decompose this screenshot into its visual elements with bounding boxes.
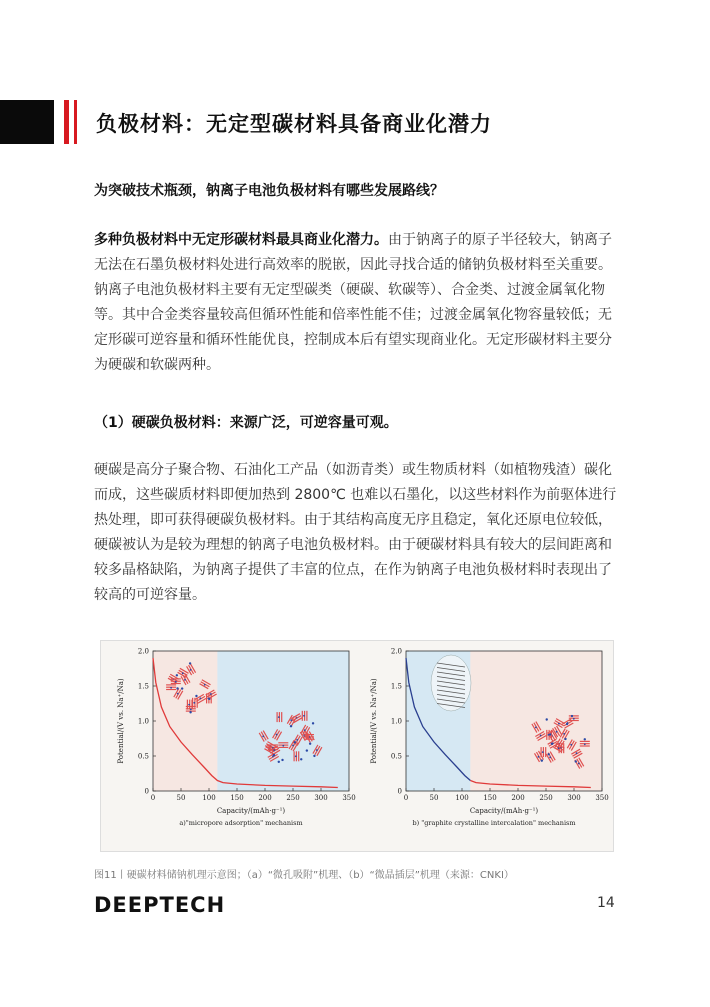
chart-subcaption: b) "graphite crystalline intercalation" mechanism bbox=[412, 819, 576, 827]
x-tick-label: 150 bbox=[483, 794, 497, 802]
sodium-ion bbox=[295, 755, 297, 757]
sodium-ion bbox=[175, 681, 177, 683]
x-tick-label: 50 bbox=[429, 794, 439, 802]
chart-panel-b bbox=[370, 648, 609, 828]
x-tick-label: 250 bbox=[286, 794, 300, 802]
graphene-layer bbox=[268, 744, 278, 745]
graphene-layer bbox=[569, 715, 579, 716]
y-tick-label: 1.0 bbox=[137, 717, 149, 726]
sodium-ion bbox=[584, 738, 586, 740]
graphene-layer bbox=[294, 751, 295, 761]
x-axis-label: Capacity/(mAh·g⁻¹) bbox=[216, 807, 286, 815]
sodium-ion bbox=[189, 711, 191, 713]
deeptech-logo: DEEPTECH bbox=[94, 893, 226, 917]
sodium-ion bbox=[181, 687, 183, 689]
sodium-ion bbox=[541, 759, 543, 761]
x-tick-label: 100 bbox=[455, 794, 469, 802]
chart-subcaption: a)"micropore adsorption" mechanism bbox=[179, 819, 303, 827]
x-tick-label: 350 bbox=[342, 794, 356, 802]
paragraph-1 bbox=[94, 228, 624, 378]
graphene-layer bbox=[171, 683, 181, 684]
sodium-ion bbox=[278, 716, 280, 718]
graphene-stack bbox=[569, 715, 579, 721]
graphene-layer bbox=[545, 747, 546, 757]
chart-panel-a bbox=[117, 648, 356, 828]
sodium-ion bbox=[309, 743, 311, 745]
sodium-ion bbox=[189, 662, 191, 664]
paragraph-2: 硬碳是高分子聚合物、石油化工产品（如沥青类）或生物质材料（如植物残渣）碳化而成，这些碳质材料即便加热到 2800℃ 也难以石墨化，以这些材料作为前驱体进行热处理，即可获得硬碳负极材料。由于其结构高度无序且稳定，氧化还原电位较低，硬碳被认为是较为理想的钠离子电池负极材料。由于硬碳材料具有较大的层间距离和较多晶格缺陷，为钠离子提供了丰富的位点，在作为钠离子电池负极材料时表现出了较高的可逆容量。 bbox=[94, 462, 617, 603]
sodium-ion bbox=[290, 725, 292, 727]
y-tick-label: 0.5 bbox=[137, 752, 149, 761]
graphene-stack bbox=[277, 712, 283, 722]
graphene-layer bbox=[166, 684, 176, 685]
sodium-ion bbox=[546, 718, 548, 720]
paragraph-1-body: 由于钠离子的原子半径较大，钠离子无法在石墨负极材料处进行高效率的脱嵌，因此寻找合适的储钠负极材料至关重要。钠离子电池负极材料主要有无定型碳类（硬碳、软碳等）、合金类、过渡金属氧化物等。其中合金类容量较高但循环性能和倍率性能不佳；过渡金属氧化物容量较低；无定形碳可逆容量和循环性能优良，控制成本后有望实现商业化。无定形碳材料主要分为硬碳和软碳两种。 bbox=[94, 232, 612, 373]
sodium-ion bbox=[300, 758, 302, 760]
y-tick-label: 2.0 bbox=[137, 647, 149, 656]
page-title: 负极材料：无定型碳材料具备商业化潜力 bbox=[96, 112, 492, 136]
graphene-layer bbox=[277, 712, 278, 722]
sodium-ion bbox=[548, 753, 550, 755]
y-tick-label: 0 bbox=[144, 787, 149, 796]
x-axis-label: Capacity/(mAh·g⁻¹) bbox=[469, 807, 539, 815]
x-tick-label: 200 bbox=[511, 794, 525, 802]
section-question: 为突破技术瓶颈，钠离子电池负极材料有哪些发展路线？ bbox=[94, 183, 444, 199]
graphene-layer bbox=[302, 711, 303, 721]
sodium-ion bbox=[573, 718, 575, 720]
y-tick-label: 1.5 bbox=[137, 682, 149, 691]
graphene-stack bbox=[187, 700, 193, 710]
y-tick-label: 2.0 bbox=[390, 647, 402, 656]
sodium-ion bbox=[551, 743, 553, 745]
graphene-stack bbox=[294, 751, 300, 761]
graphene-stack bbox=[166, 684, 176, 690]
sodium-ion bbox=[273, 754, 275, 756]
x-tick-label: 50 bbox=[176, 794, 186, 802]
x-tick-label: 200 bbox=[258, 794, 272, 802]
graphene-stack bbox=[580, 741, 590, 747]
graphene-stack bbox=[192, 698, 198, 708]
sodium-ion bbox=[170, 687, 172, 689]
sodium-ion bbox=[294, 741, 296, 743]
sodium-ion bbox=[313, 755, 315, 757]
intercalation-illustration-small bbox=[431, 655, 471, 711]
page-number: 14 bbox=[597, 895, 615, 911]
sodium-ion bbox=[549, 733, 551, 735]
y-tick-label: 0.5 bbox=[390, 752, 402, 761]
x-tick-label: 150 bbox=[230, 794, 244, 802]
graphene-layer bbox=[281, 712, 282, 722]
sodium-ion bbox=[208, 698, 210, 700]
x-tick-label: 300 bbox=[567, 794, 581, 802]
sodium-ion bbox=[278, 761, 280, 763]
sodium-ion bbox=[564, 738, 566, 740]
graphene-layer bbox=[187, 700, 188, 710]
header-red-bar-thin bbox=[74, 100, 77, 144]
graphene-layer bbox=[306, 711, 307, 721]
sodium-ion bbox=[306, 749, 308, 751]
sodium-ion bbox=[176, 674, 178, 676]
graphene-stack bbox=[171, 678, 181, 684]
paragraph-1-lead: 多种负极材料中无定形碳材料最具商业化潜力。 bbox=[94, 232, 388, 248]
header-red-bar bbox=[64, 100, 69, 144]
sodium-ion bbox=[281, 759, 283, 761]
sodium-ion bbox=[542, 751, 544, 753]
sodium-ion bbox=[193, 702, 195, 704]
x-tick-label: 350 bbox=[595, 794, 609, 802]
chart-region bbox=[217, 651, 349, 791]
x-tick-label: 0 bbox=[403, 794, 409, 802]
chart-region bbox=[470, 651, 602, 791]
sodium-ion bbox=[190, 709, 192, 711]
figure-svg bbox=[101, 641, 613, 851]
header-black-block bbox=[0, 100, 54, 144]
graphene-layer bbox=[278, 747, 288, 748]
sodium-ion bbox=[188, 704, 190, 706]
x-tick-label: 0 bbox=[150, 794, 156, 802]
sodium-ion bbox=[571, 715, 573, 717]
sodium-ion bbox=[575, 760, 577, 762]
graphene-stack bbox=[302, 711, 308, 721]
y-axis-label: Potential/(V vs. Na⁺/Na) bbox=[370, 678, 378, 764]
figure-caption: 图11丨硬碳材料储钠机理示意图；（a）“微孔吸附”机理、（b）“微晶插层”机理（来源：CNKI） bbox=[94, 870, 514, 881]
y-tick-label: 1.0 bbox=[390, 717, 402, 726]
graphene-layer bbox=[171, 678, 181, 679]
graphene-layer bbox=[580, 741, 590, 742]
graphene-layer bbox=[580, 745, 590, 746]
sodium-ion bbox=[312, 722, 314, 724]
sodium-ion bbox=[303, 715, 305, 717]
graphene-layer bbox=[278, 742, 288, 743]
graphene-layer bbox=[546, 730, 547, 740]
sodium-ion bbox=[195, 695, 197, 697]
graphene-layer bbox=[298, 751, 299, 761]
y-axis-label: Potential/(V vs. Na⁺/Na) bbox=[117, 678, 125, 764]
y-tick-label: 0 bbox=[397, 787, 402, 796]
graphene-layer bbox=[192, 698, 193, 708]
graphene-stack bbox=[278, 742, 288, 748]
sodium-ion bbox=[282, 745, 284, 747]
subheading-hard-carbon: （1）硬碳负极材料：来源广泛，可逆容量可观。 bbox=[94, 415, 398, 431]
x-tick-label: 250 bbox=[539, 794, 553, 802]
sodium-ion bbox=[566, 723, 568, 725]
graphene-layer bbox=[197, 698, 198, 708]
x-tick-label: 300 bbox=[314, 794, 328, 802]
x-tick-label: 100 bbox=[202, 794, 216, 802]
sodium-ion bbox=[584, 743, 586, 745]
figure-11 bbox=[100, 640, 614, 852]
y-tick-label: 1.5 bbox=[390, 682, 402, 691]
sodium-ion bbox=[176, 687, 178, 689]
graphene-layer bbox=[166, 689, 176, 690]
